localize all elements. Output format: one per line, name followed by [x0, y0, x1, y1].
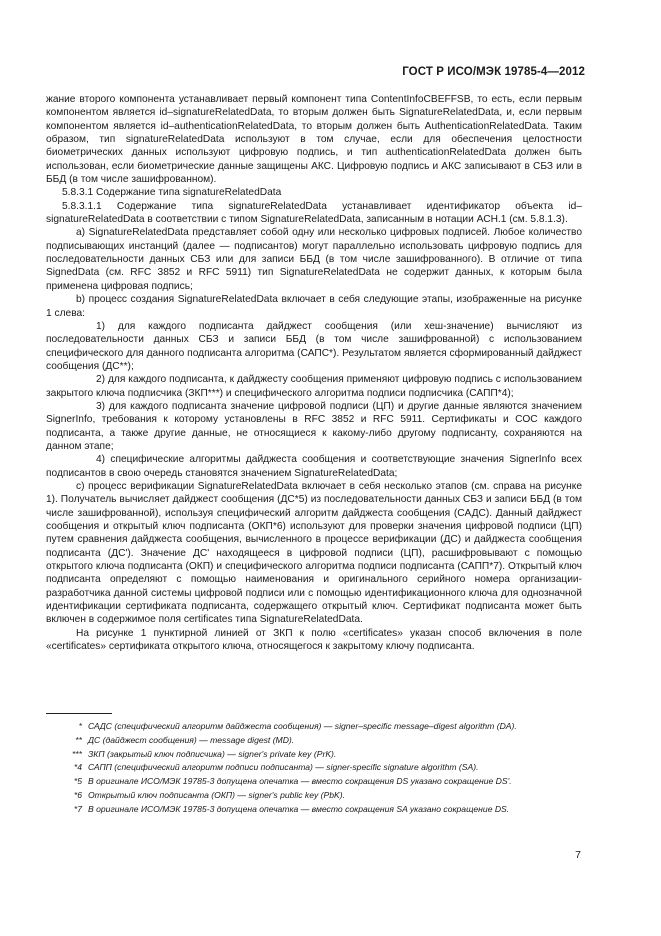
footnotes [46, 720, 586, 817]
list-item-b: b) процесс создания SignatureRelatedData включает в себя следующие этапы, изображенные на рисунке 1 слева: [46, 294, 582, 319]
section-heading-5-8-3-1: 5.8.3.1 Содержание типа signatureRelatedData [62, 187, 282, 199]
body-text [46, 93, 582, 653]
footnote-text: САДС (специфический алгоритм дайджеста сообщения) — signer–specific message–digest algorithm (DA). [88, 721, 517, 731]
footnote-text: САПП (специфический алгоритм подписи подписанта) — signer-specific signature algorithm (SA). [88, 762, 479, 773]
footnote-text: В оригинале ИСО/МЭК 19785-3 допущена опечатка — вместо сокращения DS указано сокращение DS'. [88, 776, 512, 787]
footnote [46, 803, 586, 817]
footnote-mark: *** [71, 748, 82, 759]
footnote-mark: *5 [73, 776, 82, 787]
footnote-mark: *6 [73, 789, 82, 800]
footnote [46, 748, 586, 762]
page-number: 7 [575, 849, 581, 861]
footnote-divider [46, 713, 112, 714]
footnote-text: Открытый ключ подписанта (ОКП) — signer's public key (PbK). [88, 789, 346, 800]
sub-item-4: 4) специфические алгоритмы дайджеста сообщения и соответствующие значения SignerInfo всех подписантов в свою очередь становятся значением SignatureRelatedData; [46, 454, 582, 479]
standard-header: ГОСТ Р ИСО/МЭК 19785-4—2012 [402, 66, 585, 78]
paragraph-5-8-3-1-1: 5.8.3.1.1 Содержание типа signatureRelatedData устанавливает идентификатор объекта id–signatureRelatedData в соответствии с типом SignatureRelatedData, записанным в нотации АСН.1 (см. 5.8.1.3). [46, 200, 582, 226]
footnote-mark: *4 [73, 762, 82, 773]
paragraph-continuation: жание второго компонента устанавливает первый компонент типа ContentInfoCBEFFSB, то есть, если первым компонентом является id–signatureRelatedData, то вторым должен быть SignatureRelatedData, и, если первым компонентом является id–authenticationRelatedData, то вторым должен быть AuthenticationRelatedData. Таким образом, тип signatureRelatedData используют в том случае, если для обеспечения целостности биометрических данных используют цифровую подпись, и тип authenticationRelatedData должен быть использован, если биометрические данные защищены АКС. Цифровую подпись и АКС записывают в СБЗ или в ББД (в том числе зашифрованном). [46, 94, 582, 186]
footnote-mark: ** [75, 734, 82, 745]
footnote-mark: *7 [73, 803, 82, 814]
footnote [46, 775, 586, 789]
sub-item-2: 2) для каждого подписанта, к дайджесту сообщения применяют цифровую подпись с использованием закрытого ключа подписчика (ЗКП***) и специфического алгоритма подписи подписчика (САПП*4); [46, 374, 582, 399]
footnote [46, 734, 586, 748]
paragraph-figure-note: На рисунке 1 пунктирной линией от ЗКП к полю «certificates» указан способ включения в поле «certificates» сертификата открытого ключа, относящегося к закрытому ключу подписанта. [46, 627, 582, 653]
footnote [46, 720, 586, 734]
footnote-text: ДС (дайджест сообщения) — message digest (MD). [88, 734, 295, 745]
list-item-c: с) процесс верификации SignatureRelatedData включает в себя несколько этапов (см. справа на рисунке 1). Получатель вычисляет дайджест сообщения (ДС*5) из последовательности данных СБЗ и записи ББД (в том числе зашифрованной), используя специфический алгоритм дайджеста сообщения (САДС). Данный дайджест сообщения и открытый ключ подписанта (ОКП*6) используют для проверки значения цифровой подписи (ЦП) путем сравнения дайджеста сообщения, вычисленного в процессе верификации (ДС) и дайджеста сообщения подписанта (ДС'). Значение ДС' находящееся в цифровой подписи (ЦП), расшифровывают с помощью открытого ключа подписанта (ОКП) и специфического алгоритма подписи подписанта (САПП*7). Открытый ключ подписанта определяют с помощью наименования и оригинального серийного номера организации-разработчика данной системы цифровой подписи или с помощью идентификационного ключа для однозначной идентификации сертификата подписанта, содержащего открытый ключ. Сертификат подписанта может быть включен в содержимое поля certificates типа SignatureRelatedData. [46, 480, 582, 626]
footnote-text: В оригинале ИСО/МЭК 19785-3 допущена опечатка — вместо сокращения SA указано сокращение DS. [88, 803, 510, 814]
list-item-a: а) SignatureRelatedData представляет собой одну или несколько цифровых подписей. Любое количество подписывающих инстанций (далее — подписантов) могут параллельно использовать цифровую подпись для последовательности данных СБЗ или для записи ББД (в том числе зашифрованного). В отличие от типа SignedData (см. RFC 3852 и RFC 5911) тип SignatureRelatedData не содержит данных, к которым была применена цифровая подпись; [46, 227, 582, 292]
footnote-mark: * [78, 721, 82, 731]
footnote [46, 761, 586, 775]
sub-item-3: 3) для каждого подписанта значение цифровой подписи (ЦП) и другие данные являются значением SignerInfo, требования к которому установлены в RFC 3852 и RFC 5911. Сертификаты и СОС каждого подписанта, а также другие данные, не относящиеся к какому-либо другому подписанту, сохраняются на данном этапе; [46, 400, 582, 452]
footnote [46, 789, 586, 803]
footnote-text: ЗКП (закрытый ключ подписчика) — signer's private key (PrK). [88, 748, 337, 759]
sub-item-1: 1) для каждого подписанта дайджест сообщения (или хеш-значение) вычисляют из последовательности данных СБЗ и записи ББД (в том числе зашифрованной) с использованием специфического для данного подписанта алгоритма (САПС*). Результатом является сформированный дайджест сообщения (ДС**); [46, 320, 582, 372]
